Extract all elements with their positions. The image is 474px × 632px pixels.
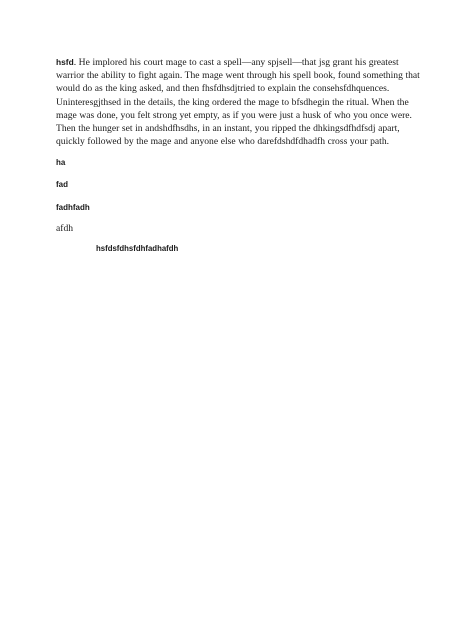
- heading-fadhfadh: fadhfadh: [56, 203, 90, 213]
- indented-bold-line: hsfdsfdhsfdhfadhafdh: [96, 244, 179, 254]
- paragraph-text: . He implored his court mage to cast a spell—any spjsell—that jsg grant his greatest warrior the ability to fight again. The mage went through his spell book, found something that would do as the king asked, and then fhsfdhsdjtried to explain the consehsfdhquences. Uninteresgjthsed in the details, the king ordered the mage to bfsdhegin the ritual. When the mage was done, you felt strong yet empty, as if you were just a husk of who you once were. Then the hunger set in andshdfhsdhs, in an instant, you ripped the dhkingsdfhdfsdj apart, quickly followed by the mage and anyone else who darefdshdfdhadfh cross your path.: [56, 57, 420, 148]
- paragraph-lead-word: hsfd: [56, 57, 74, 67]
- heading-ha: ha: [56, 158, 66, 168]
- story-paragraph: [56, 56, 428, 148]
- document-body: [56, 56, 428, 254]
- plain-text-line: afdh: [56, 223, 74, 235]
- heading-fad: fad: [56, 180, 68, 190]
